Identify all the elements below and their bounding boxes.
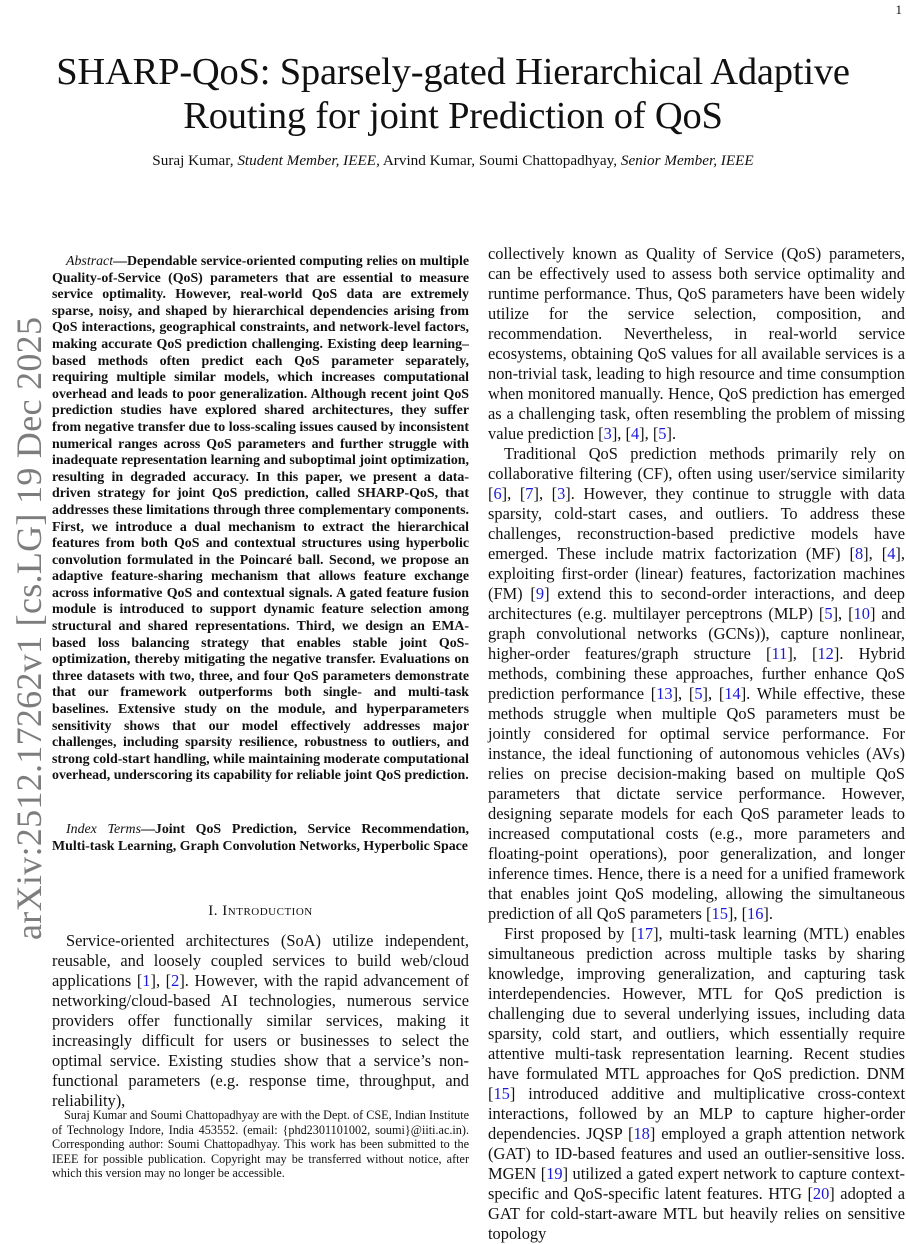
intro-paragraph-1-continued: collectively known as Quality of Service (QoS) parameters, can be effectively used to assess both service optimality and runtime performance. Thus, QoS parameters have been widely utilize for the service selection, composition, and recommendation. Nevertheless, in real-world service ecosystems, obtaining QoS values for all available services is a non-trivial task, leading to high resource and time consumption when monitored manually. Hence, QoS prediction has emerged as a challenging task, often resembling the problem of missing value prediction [3], [4], [5].: [488, 244, 905, 443]
citation-link[interactable]: 4: [630, 424, 640, 443]
section-number: I.: [208, 903, 219, 919]
paragraph-text: Traditional QoS prediction methods primarily rely on collaborative filtering (CF), often using user/service similarity: [488, 444, 905, 483]
paragraph-text: collectively known as Quality of Service (QoS) parameters, can be effectively used to assess both service optimality and runtime performance. Thus, QoS parameters have been widely utilize for the service selection, composition, and recommendation. Nevertheless, in real-world service ecosystems, obtaining QoS values for all available services is a non-trivial task, leading to high resource and time consumption when monitored manually. Hence, QoS prediction has emerged as a challenging task, often resembling the problem of missing value prediction: [488, 244, 905, 443]
intro-paragraph-1: Service-oriented architectures (SoA) utilize independent, reusable, and loosely coupled services to build web/cloud applications [1], [2]. However, with the rapid advancement of networking/cloud-based AI technologies, numerous service providers offer functionally similar services, making it increasingly difficult for users or businesses to select the optimal service. Existing studies show that a service’s non-functional parameters (e.g. response time, throughput, and reliability),: [52, 931, 469, 1110]
title-line-2: Routing for joint Prediction of QoS: [183, 95, 723, 137]
intro-paragraph-2: Traditional QoS prediction methods primarily rely on collaborative filtering (CF), often using user/service similarity [6], [7], [3]. However, they continue to struggle with data sparsity, cold-start cases, and outliers. To address these challenges, reconstruction-based predictive models have emerged. These include matrix factorization (MF) [8], [4], exploiting first-order (linear) features, factorization machines (FM) [9] extend this to second-order interactions, and deep architectures (e.g. multilayer perceptrons (MLP) [5], [10] and graph convolutional networks (GCNs)), capture nonlinear, higher-order features/graph structure [11], [12]. Hybrid methods, combining these approaches, further enhance QoS prediction performance [13], [5], [14]. While effective, these methods struggle when multiple QoS parameters must be jointly considered for optimal service performance. For instance, the ideal functioning of autonomous vehicles (AVs) relies on precise decision-making based on multiple QoS parameters that dictate service performance. However, designing separate models for each QoS parameter leads to increased computational costs (e.g., more parameters and floating-point operations), poor generalization, and longer inference times. Hence, there is a need for a unified framework that enables joint QoS modeling, allowing the simultaneous prediction of all QoS parameters [15], [16].: [488, 444, 905, 923]
separator: ,: [507, 484, 520, 503]
citation-link[interactable]: 2: [171, 971, 180, 990]
separator: ,: [644, 424, 653, 443]
citation-link[interactable]: 10: [853, 604, 870, 623]
author-3-role: Senior Member, IEEE: [620, 152, 754, 169]
separator: .: [768, 904, 773, 923]
citation-link[interactable]: 15: [711, 904, 728, 923]
citation-link[interactable]: 12: [817, 644, 834, 663]
paper-title: [0, 50, 906, 138]
author-1-role: Student Member, IEEE: [237, 152, 377, 169]
author-affiliation-footnote: Suraj Kumar and Soumi Chattopadhyay are with the Dept. of CSE, Indian Institute of Technology Indore, India 453552. (email: {phd2301101002, soumi}@iiti.ac.in). Corresponding author: Soumi Chattopadhyay. This work has been submitted to the IEEE for possible publication. Copyright may be transferred without notice, after which this version may no longer be accessible.: [52, 1108, 469, 1181]
citation-link[interactable]: 5: [694, 684, 703, 703]
citation-link[interactable]: 20: [812, 1184, 830, 1203]
separator: ,: [617, 424, 626, 443]
citation-link[interactable]: 14: [724, 684, 741, 703]
paragraph-text: , multi-task learning (MTL) enables simultaneous prediction across multiple tasks by sharing knowledge, improving generalization, and capturing task interdependencies. However, MTL for QoS prediction is challenging due to several underlying issues, including data sparsity, cold start, and outliers, which essentially require attentive multi-task representation learning. Recent studies have formulated MTL approaches for QoS prediction. DNM: [488, 924, 905, 1083]
citation-link[interactable]: 7: [525, 484, 534, 503]
separator: ,: [678, 684, 689, 703]
paragraph-text: extend this to second-order interactions, and deep architectures (e.g. multilayer perceptrons (MLP): [488, 584, 905, 623]
authors-2-3: , Arvind Kumar, Soumi Chattopadhyay,: [376, 152, 621, 169]
paragraph-text: . Hybrid methods, combining these approaches, further enhance QoS prediction performance: [488, 644, 905, 703]
separator: ,: [538, 484, 552, 503]
paragraph-text: employed a graph attention network (GAT) to ID-based features and used an outlier-sensitive loss. MGEN: [488, 1124, 905, 1183]
page-number: 1: [895, 2, 902, 17]
citation-link[interactable]: 1: [142, 971, 151, 990]
paragraph-text: adopted a GAT for cold-start-aware MTL but heavily relies on sensitive topology: [488, 1184, 905, 1243]
abstract: [52, 254, 469, 785]
right-column: [488, 244, 905, 1244]
paragraph-text: . However, they continue to struggle with data sparsity, cold-start cases, and outliers. To address these challenges, reconstruction-based predictive models have emerged. These include matrix factorization (MF): [488, 484, 905, 563]
paragraph-text: introduced additive and multiplicative cross-context interactions, followed by an MLP to capture higher-order dependencies. JQSP: [488, 1084, 905, 1143]
separator: ,: [733, 904, 742, 923]
intro-paragraph-3: First proposed by [17], multi-task learning (MTL) enables simultaneous prediction across multiple tasks by sharing knowledge, improving generalization, and capturing task interdependencies. However, MTL for QoS prediction is challenging due to several underlying issues, including data sparsity, cold start, and outliers, which essentially require attentive multi-task representation learning. Recent studies have formulated MTL approaches for QoS prediction. DNM [15] introduced additive and multiplicative cross-context interactions, followed by an MLP to capture higher-order dependencies. JQSP [18] employed a graph attention network (GAT) to ID-based features and used an outlier-sensitive loss. MGEN [19] utilized a gated expert network to capture context-specific and QoS-specific latent features. HTG [20] adopted a GAT for cold-start-aware MTL but heavily relies on sensitive topology: [488, 924, 905, 1243]
abstract-dash: —: [113, 254, 127, 269]
citation-link[interactable]: 3: [603, 424, 612, 443]
index-terms-text: Joint QoS Prediction, Service Recommendation, Multi-task Learning, Graph Convolution Networks, Hyperbolic Space: [52, 822, 469, 854]
citation-link[interactable]: 5: [658, 424, 667, 443]
paragraph-text: Service-oriented architectures (SoA) utilize independent, reusable, and loosely coupled services to build web/cloud applications: [52, 931, 469, 990]
separator: .: [671, 424, 677, 443]
citation-link[interactable]: 16: [747, 904, 764, 923]
separator: ,: [708, 684, 719, 703]
separator: ,: [792, 644, 813, 663]
separator: ,: [868, 544, 882, 563]
citation-link[interactable]: 13: [656, 684, 673, 703]
citation-link[interactable]: 4: [887, 544, 896, 563]
paragraph-text: utilized a gated expert network to capture context-specific and QoS-specific latent features. HTG: [488, 1164, 905, 1203]
paragraph-text: . However, with the rapid advancement of networking/cloud-based AI technologies, numerous service providers offer functionally similar services, making it increasingly difficult for users or businesses to select the optimal service. Existing studies show that a service’s non-functional parameters (e.g. response time, throughput, and reliability),: [52, 971, 469, 1110]
section-title: Introduction: [222, 903, 313, 919]
index-terms-label: Index Terms: [66, 822, 141, 837]
section-heading-introduction: [52, 903, 469, 920]
author-1: Suraj Kumar,: [152, 152, 238, 169]
author-list: [0, 152, 906, 170]
separator: ,: [838, 604, 849, 623]
paragraph-text: First proposed by: [504, 924, 632, 943]
paragraph-text: ,: [155, 971, 166, 990]
citation-link[interactable]: 15: [493, 1084, 510, 1103]
title-line-1: SHARP-QoS: Sparsely-gated Hierarchical Adaptive: [56, 51, 850, 93]
abstract-label: Abstract: [66, 254, 114, 269]
citation-link[interactable]: 9: [535, 584, 545, 603]
paragraph-text: . While effective, these methods struggle when multiple QoS parameters must be jointly considered for optimal service performance. For instance, the ideal functioning of autonomous vehicles (AVs) relies on precise decision-making based on multiple QoS parameters that dictate service performance. However, designing separate models for each QoS parameter leads to increased computational costs (e.g., more parameters and floating-point operations), poor generalization, and longer inference times. Hence, there is a need for a unified framework that enables joint QoS modeling, allowing the simultaneous prediction of all QoS parameters: [488, 684, 905, 923]
citation-link[interactable]: 19: [546, 1164, 563, 1183]
citation-link[interactable]: 5: [824, 604, 833, 623]
citation-link[interactable]: 11: [771, 644, 788, 663]
index-terms: [52, 822, 469, 855]
paragraph-text: , exploiting first-order (linear) features, factorization machines (FM): [488, 544, 905, 603]
paragraph-text: and graph convolutional networks (GCNs)), capture nonlinear, higher-order features/graph structure: [488, 604, 905, 663]
citation-link[interactable]: 17: [636, 924, 654, 943]
abstract-text: Dependable service-oriented computing relies on multiple Quality-of-Service (QoS) parameters that are essential to measure service optimality. However, real-world QoS data are extremely sparse, noisy, and shaped by hierarchical dependencies arising from QoS interactions, geographical constraints, and network-level factors, making accurate QoS prediction challenging. Existing deep learning–based methods often predict each QoS parameter separately, requiring multiple similar models, which increases computational overhead and leads to poor generalization. Although recent joint QoS prediction studies have explored shared architectures, they suffer from negative transfer due to loss-scaling issues caused by inconsistent numerical ranges across QoS parameters and further struggle with inadequate representation learning and suboptimal joint optimization, resulting in degraded accuracy. In this paper, we present a data-driven strategy for joint QoS prediction, called SHARP-QoS, that addresses these limitations through three complementary components. First, we introduce a dual mechanism to extract the hierarchical features from both QoS and contextual structures using hyperbolic convolution formulated in the Poincaré ball. Second, we propose an adaptive feature-sharing mechanism that allows feature exchange across informative QoS and contextual signals. A gated feature fusion module is introduced to support dynamic feature selection among structural and shared representations. Third, we design an EMA-based loss balancing strategy that enables stable joint QoS-optimization, thereby mitigating the negative transfer. Evaluations on three datasets with two, three, and four QoS parameters demonstrate that our framework outperforms both single- and multi-task baselines. Extensive study on the module, and hyperparameters sensitivity shows that our model effectively addresses major challenges, including sparsity resilience, robustness to outliers, and strong cold-start handling, while maintaining moderate computational overhead, underscoring its capability for reliable joint QoS prediction.: [52, 254, 469, 784]
citation-link[interactable]: 8: [854, 544, 864, 563]
arxiv-identifier-stamp[interactable]: arXiv:2512.17262v1 [cs.LG] 19 Dec 2025: [9, 316, 49, 940]
citation-link[interactable]: 6: [493, 484, 502, 503]
index-terms-dash: —: [141, 822, 155, 837]
citation-link[interactable]: 3: [557, 484, 566, 503]
citation-link[interactable]: 18: [633, 1124, 650, 1143]
